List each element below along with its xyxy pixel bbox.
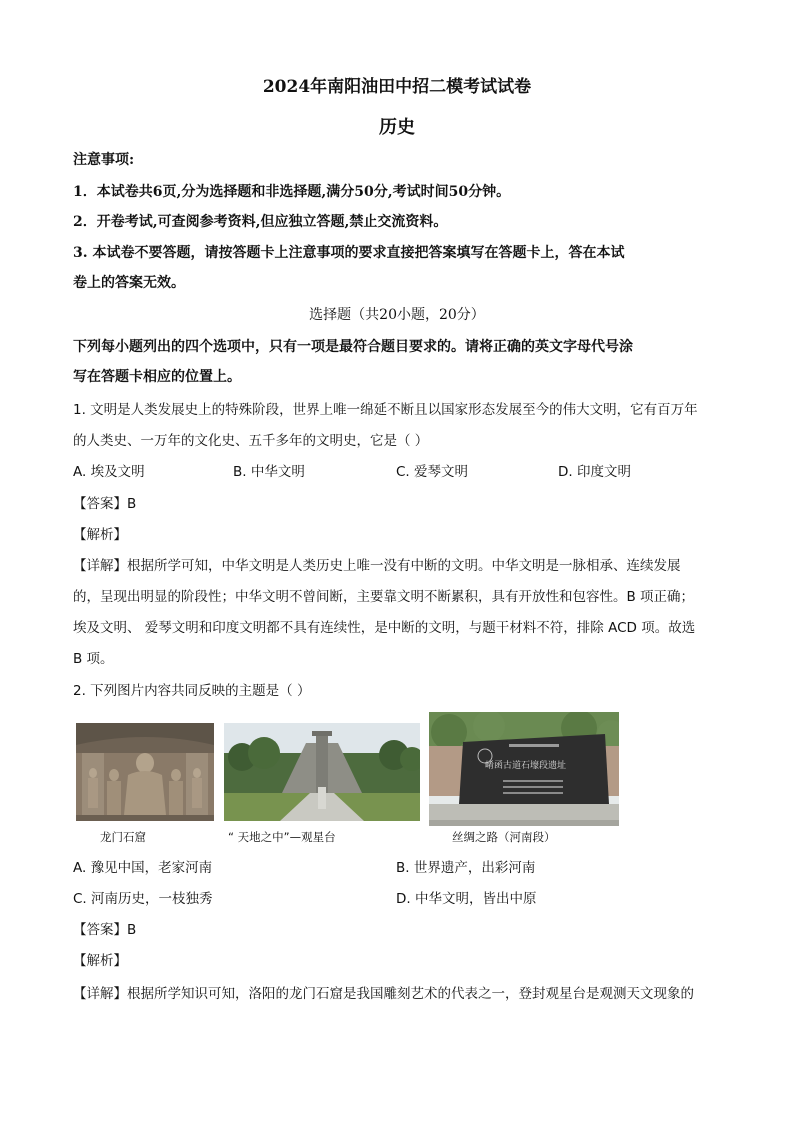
q2-option-d: D. 中华文明，皆出中原 bbox=[396, 891, 537, 907]
section-instruction-line-2: 写在答题卡相应的位置上。 bbox=[73, 369, 241, 385]
exam-title: 2024年南阳油田中招二模考试试卷 bbox=[262, 77, 532, 97]
notice-item-3-line-2: 卷上的答案无效。 bbox=[73, 275, 185, 291]
q1-detail-line-4: B 项。 bbox=[73, 651, 114, 667]
q2-answer: 【答案】B bbox=[73, 922, 137, 938]
q1-detail-line-2: 的，呈现出明显的阶段性；中华文明不曾间断，主要靠文明不断累积，具有开放性和包容性。B 项正确； bbox=[73, 589, 695, 605]
section-heading: 选择题（共20小题，20分） bbox=[309, 307, 485, 323]
q1-option-a: A. 埃及文明 bbox=[73, 464, 145, 480]
silk-road-stele-image bbox=[429, 712, 619, 826]
observatory-image bbox=[224, 723, 420, 821]
section-instruction-line-1: 下列每小题列出的四个选项中，只有一项是最符合题目要求的。请将正确的英文字母代号涂 bbox=[73, 339, 633, 355]
q2-option-b: B. 世界遗产，出彩河南 bbox=[396, 860, 536, 876]
q1-answer: 【答案】B bbox=[73, 496, 137, 512]
q1-option-d: D. 印度文明 bbox=[558, 464, 631, 480]
stele-inscription: 崤函古道石壕段遗址 bbox=[485, 761, 567, 771]
longmen-grottoes-image bbox=[76, 723, 214, 821]
q1-detail-line-3: 埃及文明、 爱琴文明和印度文明都不具有连续性，是中断的文明，与题干材料不符，排除 ACD 项。故选 bbox=[73, 620, 696, 636]
caption-observatory: “ 天地之中”—观星台 bbox=[228, 830, 336, 844]
q2-option-c: C. 河南历史，一枝独秀 bbox=[73, 891, 213, 907]
q1-detail-line-1: 【详解】根据所学可知，中华文明是人类历史上唯一没有中断的文明。中华文明是一脉相承、连续发展 bbox=[73, 558, 681, 574]
q2-stem: 2. 下列图片内容共同反映的主题是（ ） bbox=[73, 683, 311, 699]
q2-option-a: A. 豫见中国，老家河南 bbox=[73, 860, 213, 876]
notice-heading: 注意事项: bbox=[73, 152, 135, 168]
q1-option-c: C. 爱琴文明 bbox=[396, 464, 469, 480]
q2-analysis-label: 【解析】 bbox=[73, 953, 127, 969]
notice-item-2: 2．开卷考试,可查阅参考资料,但应独立答题,禁止交流资料。 bbox=[73, 214, 448, 230]
q1-option-b: B. 中华文明 bbox=[233, 464, 305, 480]
notice-item-1: 1．本试卷共6页,分为选择题和非选择题,满分50分,考试时间50分钟。 bbox=[73, 184, 511, 200]
caption-longmen: 龙门石窟 bbox=[100, 830, 146, 844]
q1-analysis-label: 【解析】 bbox=[73, 527, 127, 543]
subject-title: 历史 bbox=[379, 117, 415, 138]
caption-silk-road: 丝绸之路（河南段） bbox=[452, 830, 556, 844]
q2-detail-line-1: 【详解】根据所学知识可知，洛阳的龙门石窟是我国雕刻艺术的代表之一，登封观星台是观测天文现象的 bbox=[73, 986, 694, 1002]
q1-stem-line-1: 1. 文明是人类发展史上的特殊阶段，世界上唯一绵延不断且以国家形态发展至今的伟大文明，它有百万年 bbox=[73, 402, 698, 418]
notice-item-3-line-1: 3. 本试卷不要答题，请按答题卡上注意事项的要求直接把答案填写在答题卡上，答在本试 bbox=[73, 245, 625, 261]
q1-stem-line-2: 的人类史、一万年的文化史、五千多年的文明史，它是（ ） bbox=[73, 433, 429, 449]
